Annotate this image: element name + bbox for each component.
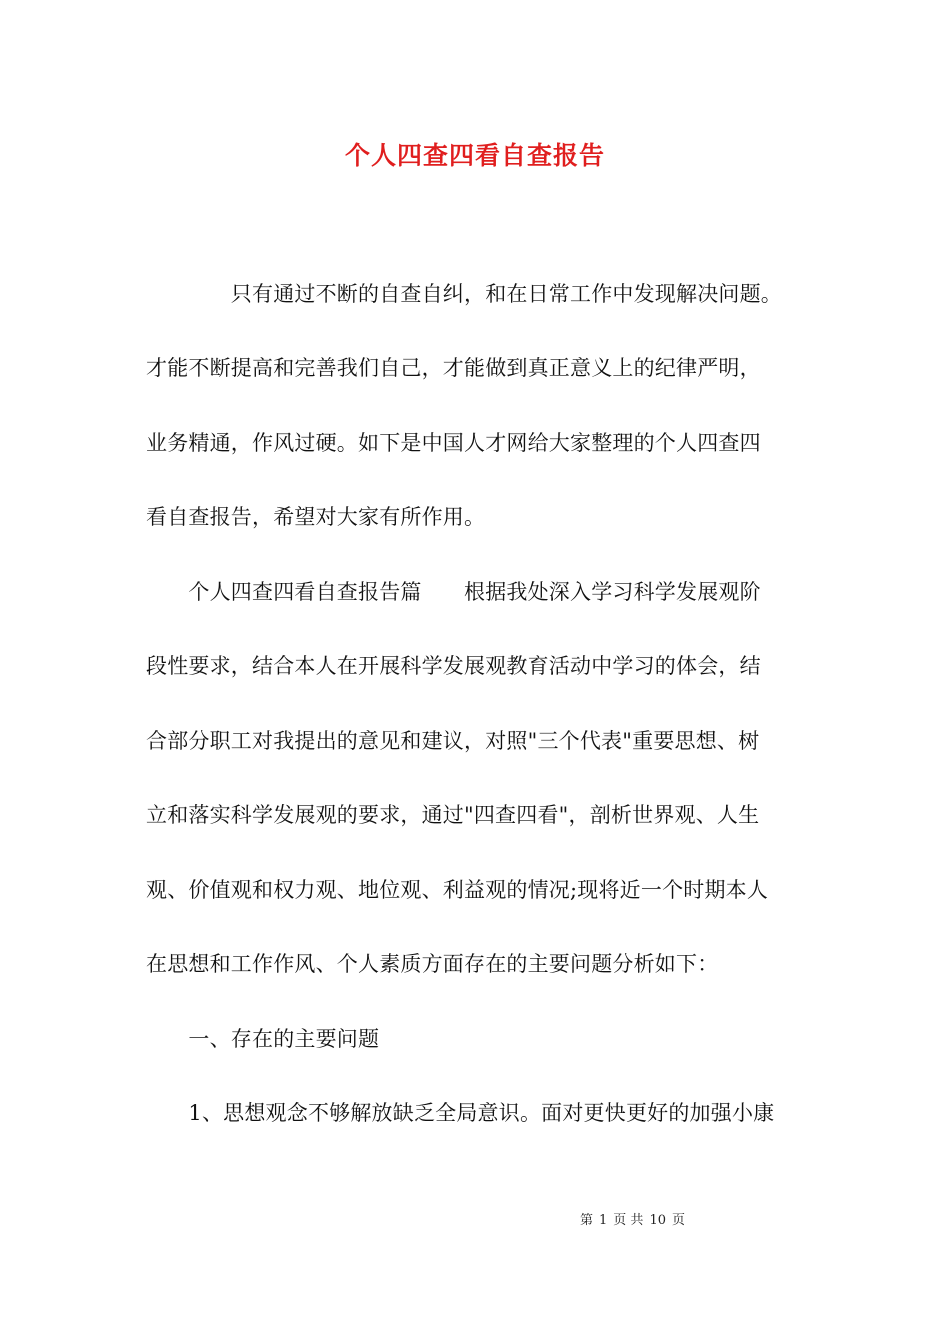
body-line-10: 在思想和工作作风、个人素质方面存在的主要问题分析如下： — [146, 952, 719, 976]
body-line-9: 观、价值观和权力观、地位观、利益观的情况;现将近一个时期本人 — [146, 878, 769, 902]
body-line-2: 才能不断提高和完善我们自己，才能做到真正意义上的纪律严明， — [146, 356, 761, 380]
page-footer — [0, 1209, 950, 1228]
body-line-4: 看自查报告，希望对大家有所作用。 — [146, 505, 486, 529]
body-line-5: 个人四查四看自查报告篇 根据我处深入学习科学发展观阶 — [146, 580, 761, 604]
body-line-1: 只有通过不断的自查自纠，和在日常工作中发现解决问题。 — [146, 282, 782, 306]
body-line-3: 业务精通，作风过硬。如下是中国人才网给大家整理的个人四查四 — [146, 431, 761, 455]
body-line-11: 一、存在的主要问题 — [146, 1027, 380, 1051]
body-line-7: 合部分职工对我提出的意见和建议，对照"三个代表"重要思想、树 — [146, 729, 760, 753]
footer-suffix: 页 — [671, 1213, 685, 1228]
body-line-6: 段性要求，结合本人在开展科学发展观教育活动中学习的体会，结 — [146, 654, 761, 678]
footer-total-pages: 10 — [649, 1213, 666, 1228]
footer-prefix: 第 — [580, 1213, 594, 1228]
footer-middle: 页 共 — [613, 1213, 644, 1228]
footer-page-number: 1 — [599, 1213, 608, 1228]
document-title: 个人四查四看自查报告 — [344, 141, 605, 170]
body-line-12: 1、思想观念不够解放缺乏全局意识。面对更快更好的加强小康 — [146, 1101, 775, 1125]
body-line-8: 立和落实科学发展观的要求，通过"四查四看"，剖析世界观、人生 — [146, 803, 760, 827]
